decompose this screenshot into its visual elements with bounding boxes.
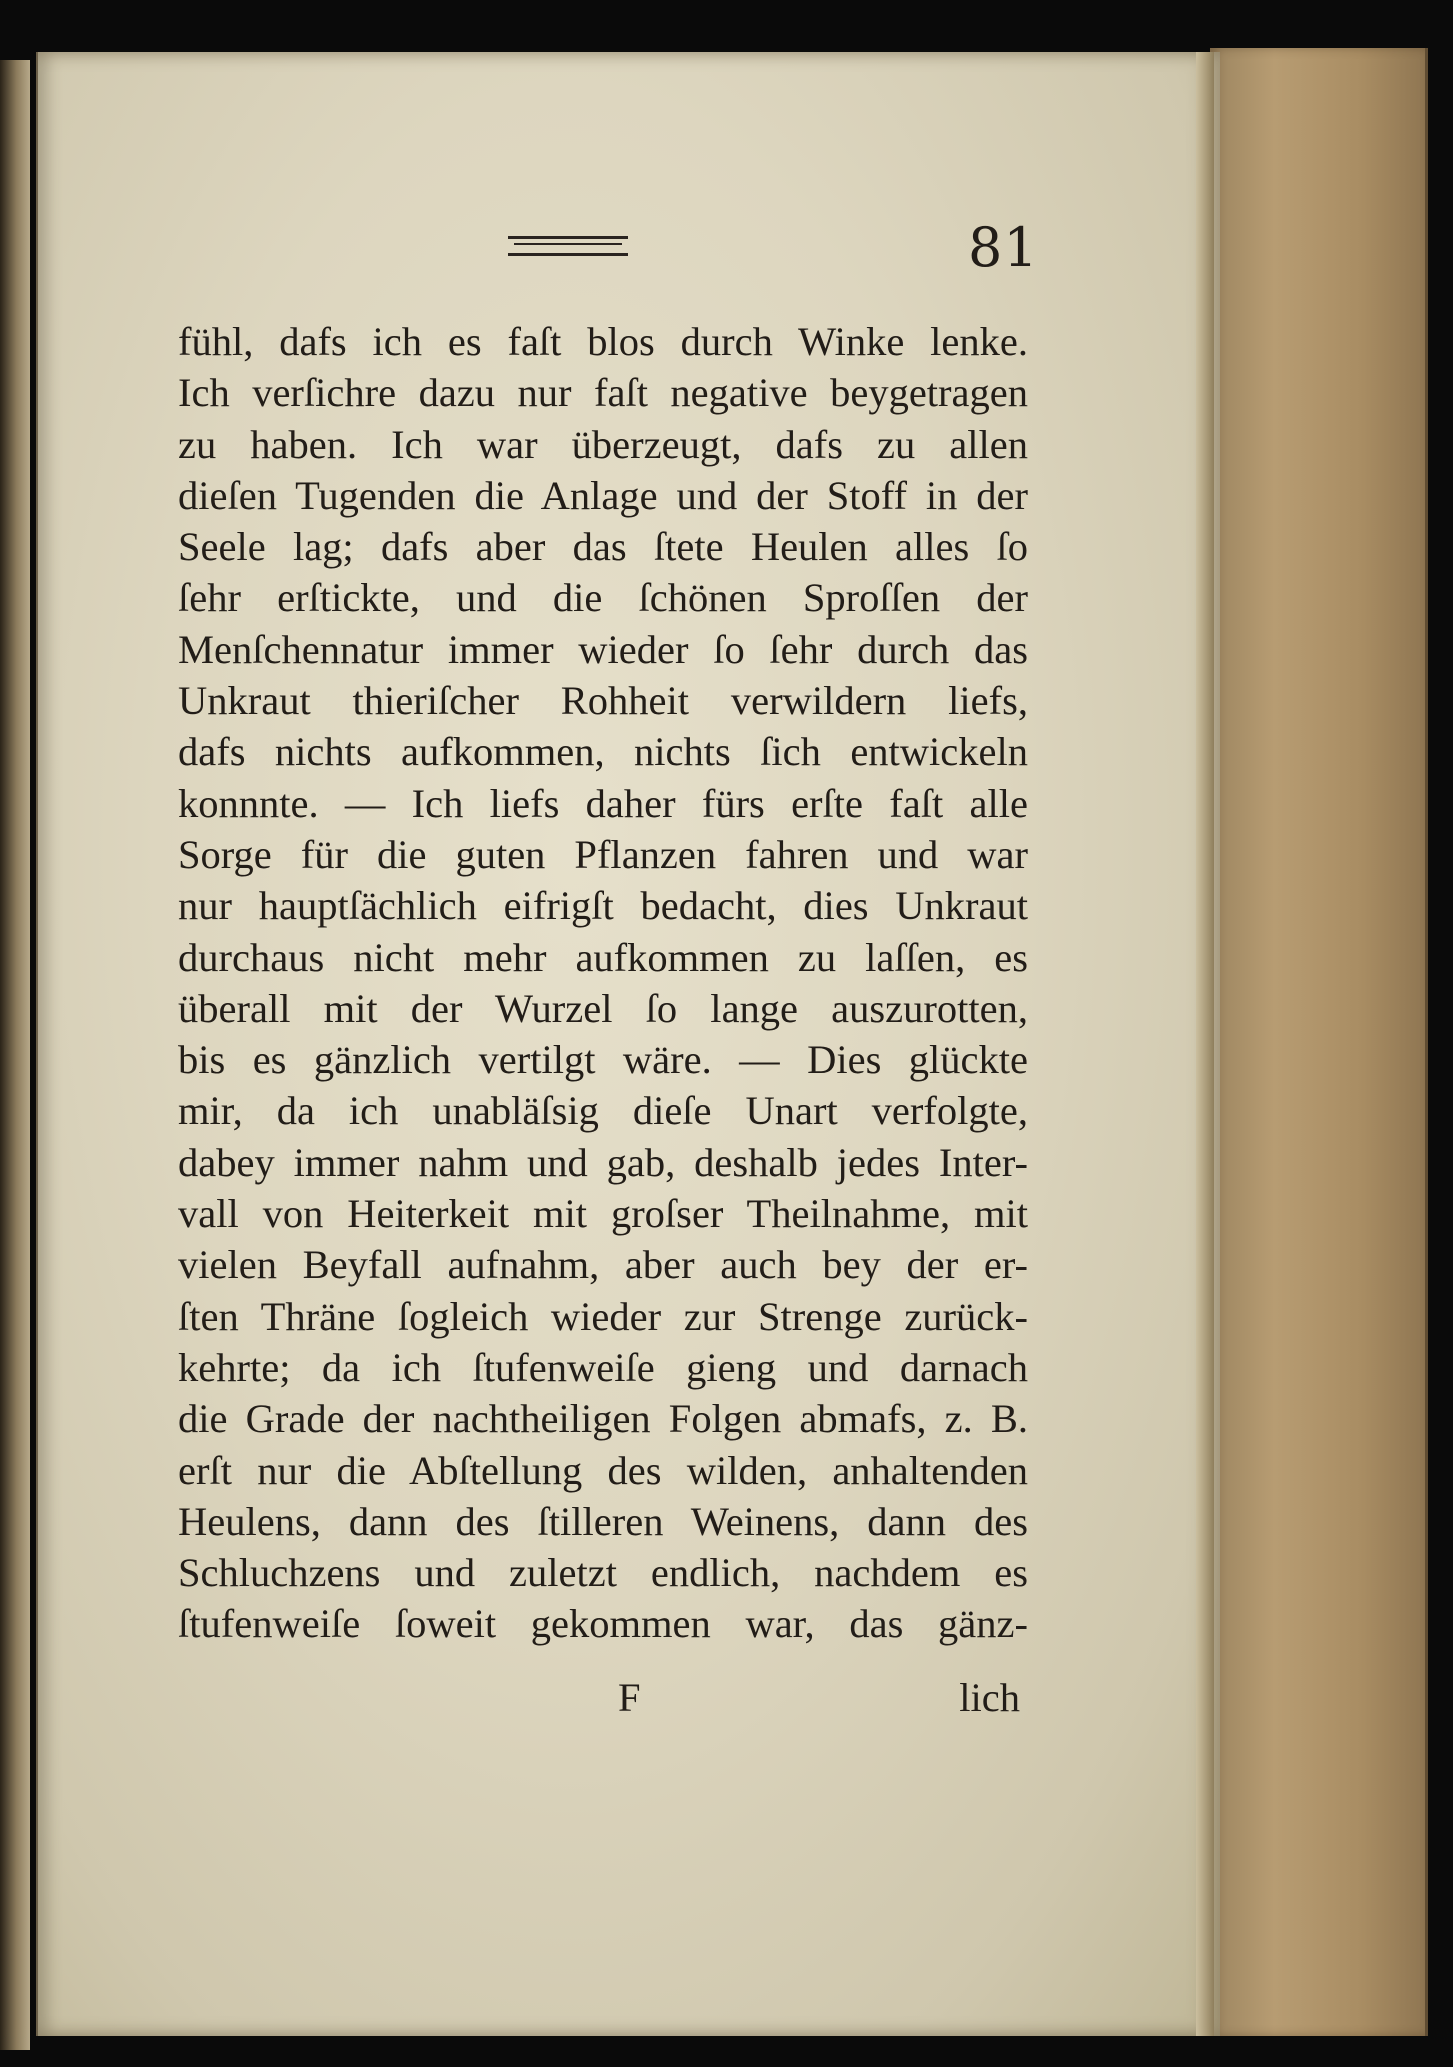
text-line: zu haben. Ich war überzeugt, dafs zu allen [178, 421, 1028, 467]
text-line: Menſchennatur immer wieder ſo ſehr durch das [178, 626, 1028, 672]
text-line: Seele lag; dafs aber das ſtete Heulen alles ſo [178, 524, 1028, 570]
previous-page-edge [0, 60, 30, 2050]
body-text [178, 316, 1028, 1650]
page-fore-edge [1196, 52, 1214, 2036]
catchword: lich [959, 1675, 1020, 1720]
text-line: nur hauptſächlich eifrigſt bedacht, dies Unkraut [178, 883, 1028, 929]
text-line: dabey immer nahm und gab, deshalb jedes Inter- [178, 1139, 1028, 1185]
page-number: 81 [968, 216, 1039, 279]
text-line: Sorge für die guten Pflanzen fahren und war [178, 831, 1028, 877]
page-footer [178, 1674, 1028, 1726]
text-line: bis es gänzlich vertilgt wäre. — Dies glückte [178, 1037, 1028, 1083]
text-line: fühl, dafs ich es faſt blos durch Winke lenke. [178, 319, 1028, 364]
text-line: Schluchzens und zuletzt endlich, nachdem es [178, 1550, 1028, 1596]
text-line: Unkraut thieriſcher Rohheit verwildern liefs, [178, 678, 1028, 724]
signature-mark: F [618, 1675, 641, 1720]
text-line: dafs nichts aufkommen, nichts ſich entwickeln [178, 729, 1028, 775]
text-line: erſt nur die Abſtellung des wilden, anhaltenden [178, 1447, 1028, 1493]
text-line: konnnte. — Ich liefs daher fürs erſte faſt alle [178, 780, 1028, 826]
text-line: die Grade der nachtheiligen Folgen abmafs, z. B. [178, 1396, 1028, 1442]
text-line: ſtufenweiſe ſoweit gekommen war, das gänz- [178, 1601, 1028, 1647]
text-line: ſehr erſtickte, und die ſchönen Sproſſen der [178, 575, 1028, 621]
text-line: Ich verſichre dazu nur faſt negative beygetragen [178, 370, 1028, 416]
text-line: ſten Thräne ſogleich wieder zur Strenge zurück- [178, 1293, 1028, 1339]
text-line: dieſen Tugenden die Anlage und der Stoff in der [178, 472, 1028, 518]
text-line: vielen Beyfall aufnahm, aber auch bey der er- [178, 1242, 1028, 1288]
text-line: Heulens, dann des ſtilleren Weinens, dann des [178, 1498, 1028, 1544]
header-ornament-rule [508, 236, 628, 256]
text-line: mir, da ich unabläſsig dieſe Unart verfolgte, [178, 1088, 1028, 1134]
text-line: durchaus nicht mehr aufkommen zu laſſen, es [178, 934, 1028, 980]
book-cover-edge [1210, 48, 1428, 2036]
text-line: überall mit der Wurzel ſo lange auszurotten, [178, 985, 1028, 1031]
text-line: vall von Heiterkeit mit groſser Theilnahme, mit [178, 1191, 1028, 1237]
text-line: kehrte; da ich ſtufenweiſe gieng und darnach [178, 1344, 1028, 1390]
